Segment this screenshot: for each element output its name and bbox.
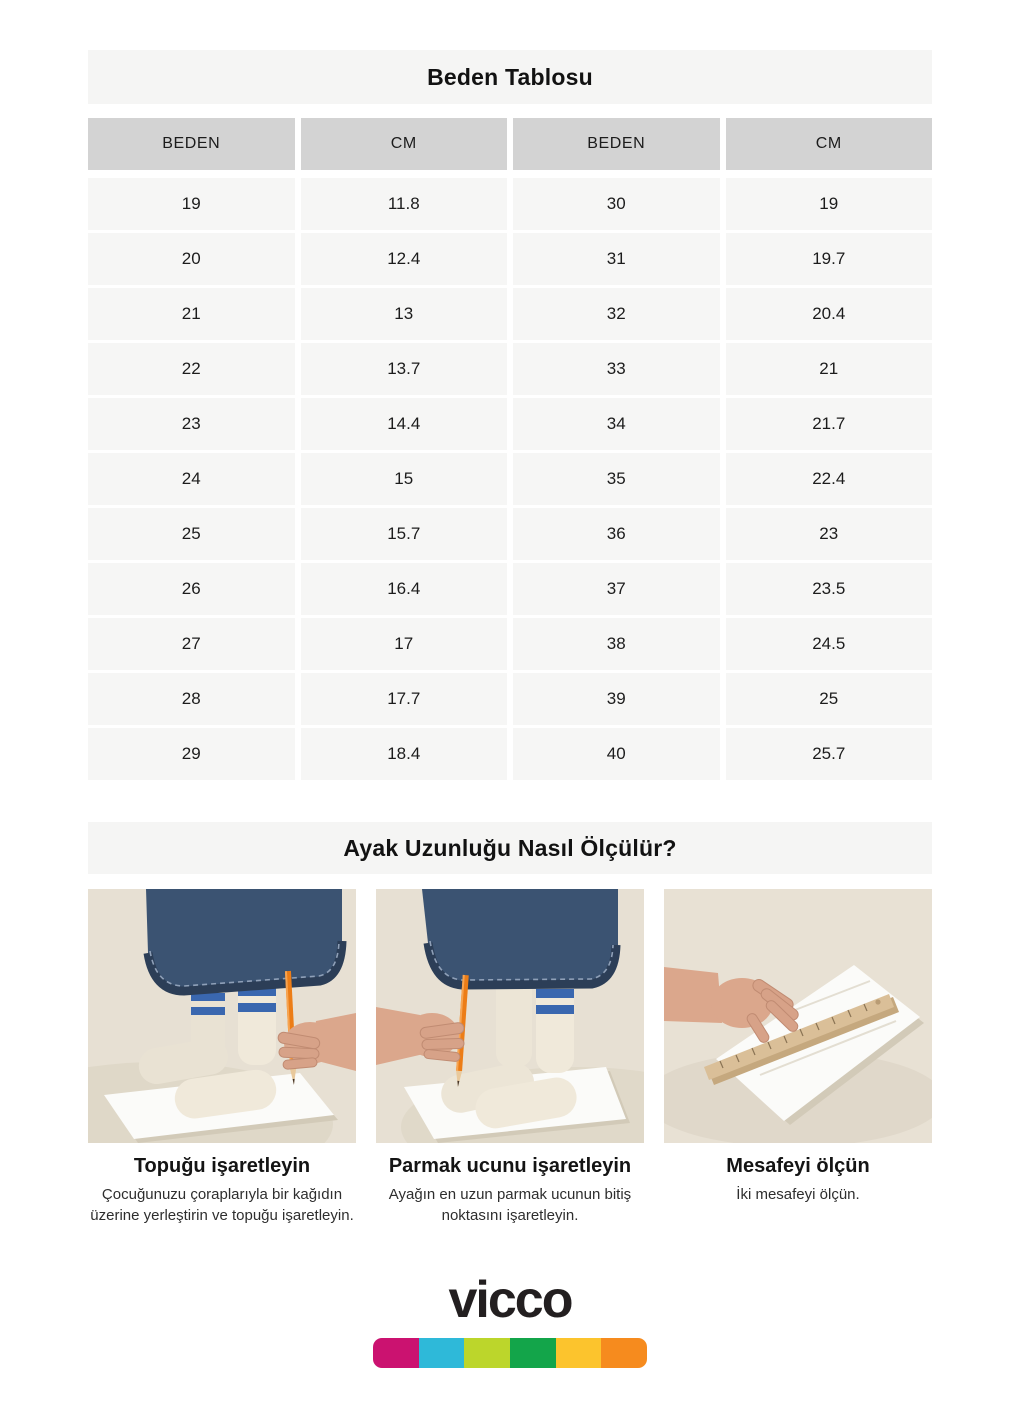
- cm-cell: 21: [726, 343, 933, 395]
- footer: [88, 1271, 932, 1368]
- step-description: Ayağın en uzun parmak ucunun bitiş noktasını işaretleyin.: [388, 1186, 632, 1224]
- size-cell: 27: [88, 618, 295, 670]
- size-cell: 21: [88, 288, 295, 340]
- mark-heel-illustration: [88, 889, 356, 1143]
- step-description: İki mesafeyi ölçün.: [736, 1186, 860, 1203]
- size-cell: 34: [513, 398, 720, 450]
- size-cell: 29: [88, 728, 295, 780]
- measure-section-title-bar: [88, 822, 932, 874]
- size-guide-page: [88, 50, 932, 1368]
- cm-cell: 24.5: [726, 618, 933, 670]
- measure-steps: [88, 889, 932, 1226]
- step-heading: Parmak ucunu işaretleyin: [388, 1155, 632, 1177]
- size-table-header-row: [88, 118, 932, 170]
- size-cell: 26: [88, 563, 295, 615]
- mark-toe-illustration: [376, 889, 644, 1143]
- colorbar-segment: [373, 1338, 419, 1368]
- size-cell: 20: [88, 233, 295, 285]
- cm-cell: 18.4: [301, 728, 508, 780]
- photo-mark-heel: [88, 889, 356, 1143]
- colorbar-segment: [556, 1338, 602, 1368]
- step-heading: Mesafeyi ölçün: [726, 1155, 870, 1177]
- cm-cell: 23.5: [726, 563, 933, 615]
- measure-section-title: Ayak Uzunluğu Nasıl Ölçülür?: [343, 834, 677, 861]
- size-cell: 19: [88, 178, 295, 230]
- size-cell: 24: [88, 453, 295, 505]
- colorbar-segment: [464, 1338, 510, 1368]
- step-measure-distance: [664, 889, 932, 1226]
- cm-cell: 13: [301, 288, 508, 340]
- photo-mark-toe: [376, 889, 644, 1143]
- step-mark-toe: [376, 889, 644, 1226]
- size-cell: 35: [513, 453, 720, 505]
- size-table-body: [88, 178, 932, 780]
- step-mark-heel: [88, 889, 356, 1226]
- size-cell: 25: [88, 508, 295, 560]
- cm-cell: 23: [726, 508, 933, 560]
- cm-cell: 19: [726, 178, 933, 230]
- jeans: [422, 889, 618, 987]
- colorbar-segment: [419, 1338, 465, 1368]
- colorbar-segment: [510, 1338, 556, 1368]
- brand-colorbar: [373, 1338, 647, 1368]
- cm-cell: 21.7: [726, 398, 933, 450]
- cm-cell: 17.7: [301, 673, 508, 725]
- size-table-title: Beden Tablosu: [427, 63, 593, 90]
- step-description: Çocuğunuzu çoraplarıyla bir kağıdın üzerine yerleştirin ve topuğu işaretleyin.: [90, 1186, 354, 1224]
- cm-cell: 25.7: [726, 728, 933, 780]
- colorbar-segment: [601, 1338, 647, 1368]
- size-cell: 38: [513, 618, 720, 670]
- step-heading: Topuğu işaretleyin: [133, 1155, 311, 1177]
- jeans: [146, 889, 342, 993]
- size-cell: 31: [513, 233, 720, 285]
- table-header-cell: BEDEN: [513, 118, 720, 170]
- size-cell: 39: [513, 673, 720, 725]
- size-cell: 36: [513, 508, 720, 560]
- cm-cell: 15: [301, 453, 508, 505]
- cm-cell: 20.4: [726, 288, 933, 340]
- size-table-title-bar: [88, 50, 932, 104]
- size-cell: 23: [88, 398, 295, 450]
- size-cell: 22: [88, 343, 295, 395]
- cm-cell: 15.7: [301, 508, 508, 560]
- cm-cell: 13.7: [301, 343, 508, 395]
- cm-cell: 17: [301, 618, 508, 670]
- cm-cell: 25: [726, 673, 933, 725]
- cm-cell: 12.4: [301, 233, 508, 285]
- table-header-cell: CM: [726, 118, 933, 170]
- measure-distance-illustration: [664, 889, 932, 1143]
- size-cell: 37: [513, 563, 720, 615]
- table-header-cell: BEDEN: [88, 118, 295, 170]
- size-cell: 33: [513, 343, 720, 395]
- cm-cell: 19.7: [726, 233, 933, 285]
- cm-cell: 16.4: [301, 563, 508, 615]
- brand-logo: vicco: [448, 1271, 572, 1330]
- cm-cell: 11.8: [301, 178, 508, 230]
- size-cell: 32: [513, 288, 720, 340]
- cm-cell: 14.4: [301, 398, 508, 450]
- cm-cell: 22.4: [726, 453, 933, 505]
- size-cell: 40: [513, 728, 720, 780]
- photo-measure-distance: [664, 889, 932, 1143]
- size-cell: 30: [513, 178, 720, 230]
- size-cell: 28: [88, 673, 295, 725]
- table-header-cell: CM: [301, 118, 508, 170]
